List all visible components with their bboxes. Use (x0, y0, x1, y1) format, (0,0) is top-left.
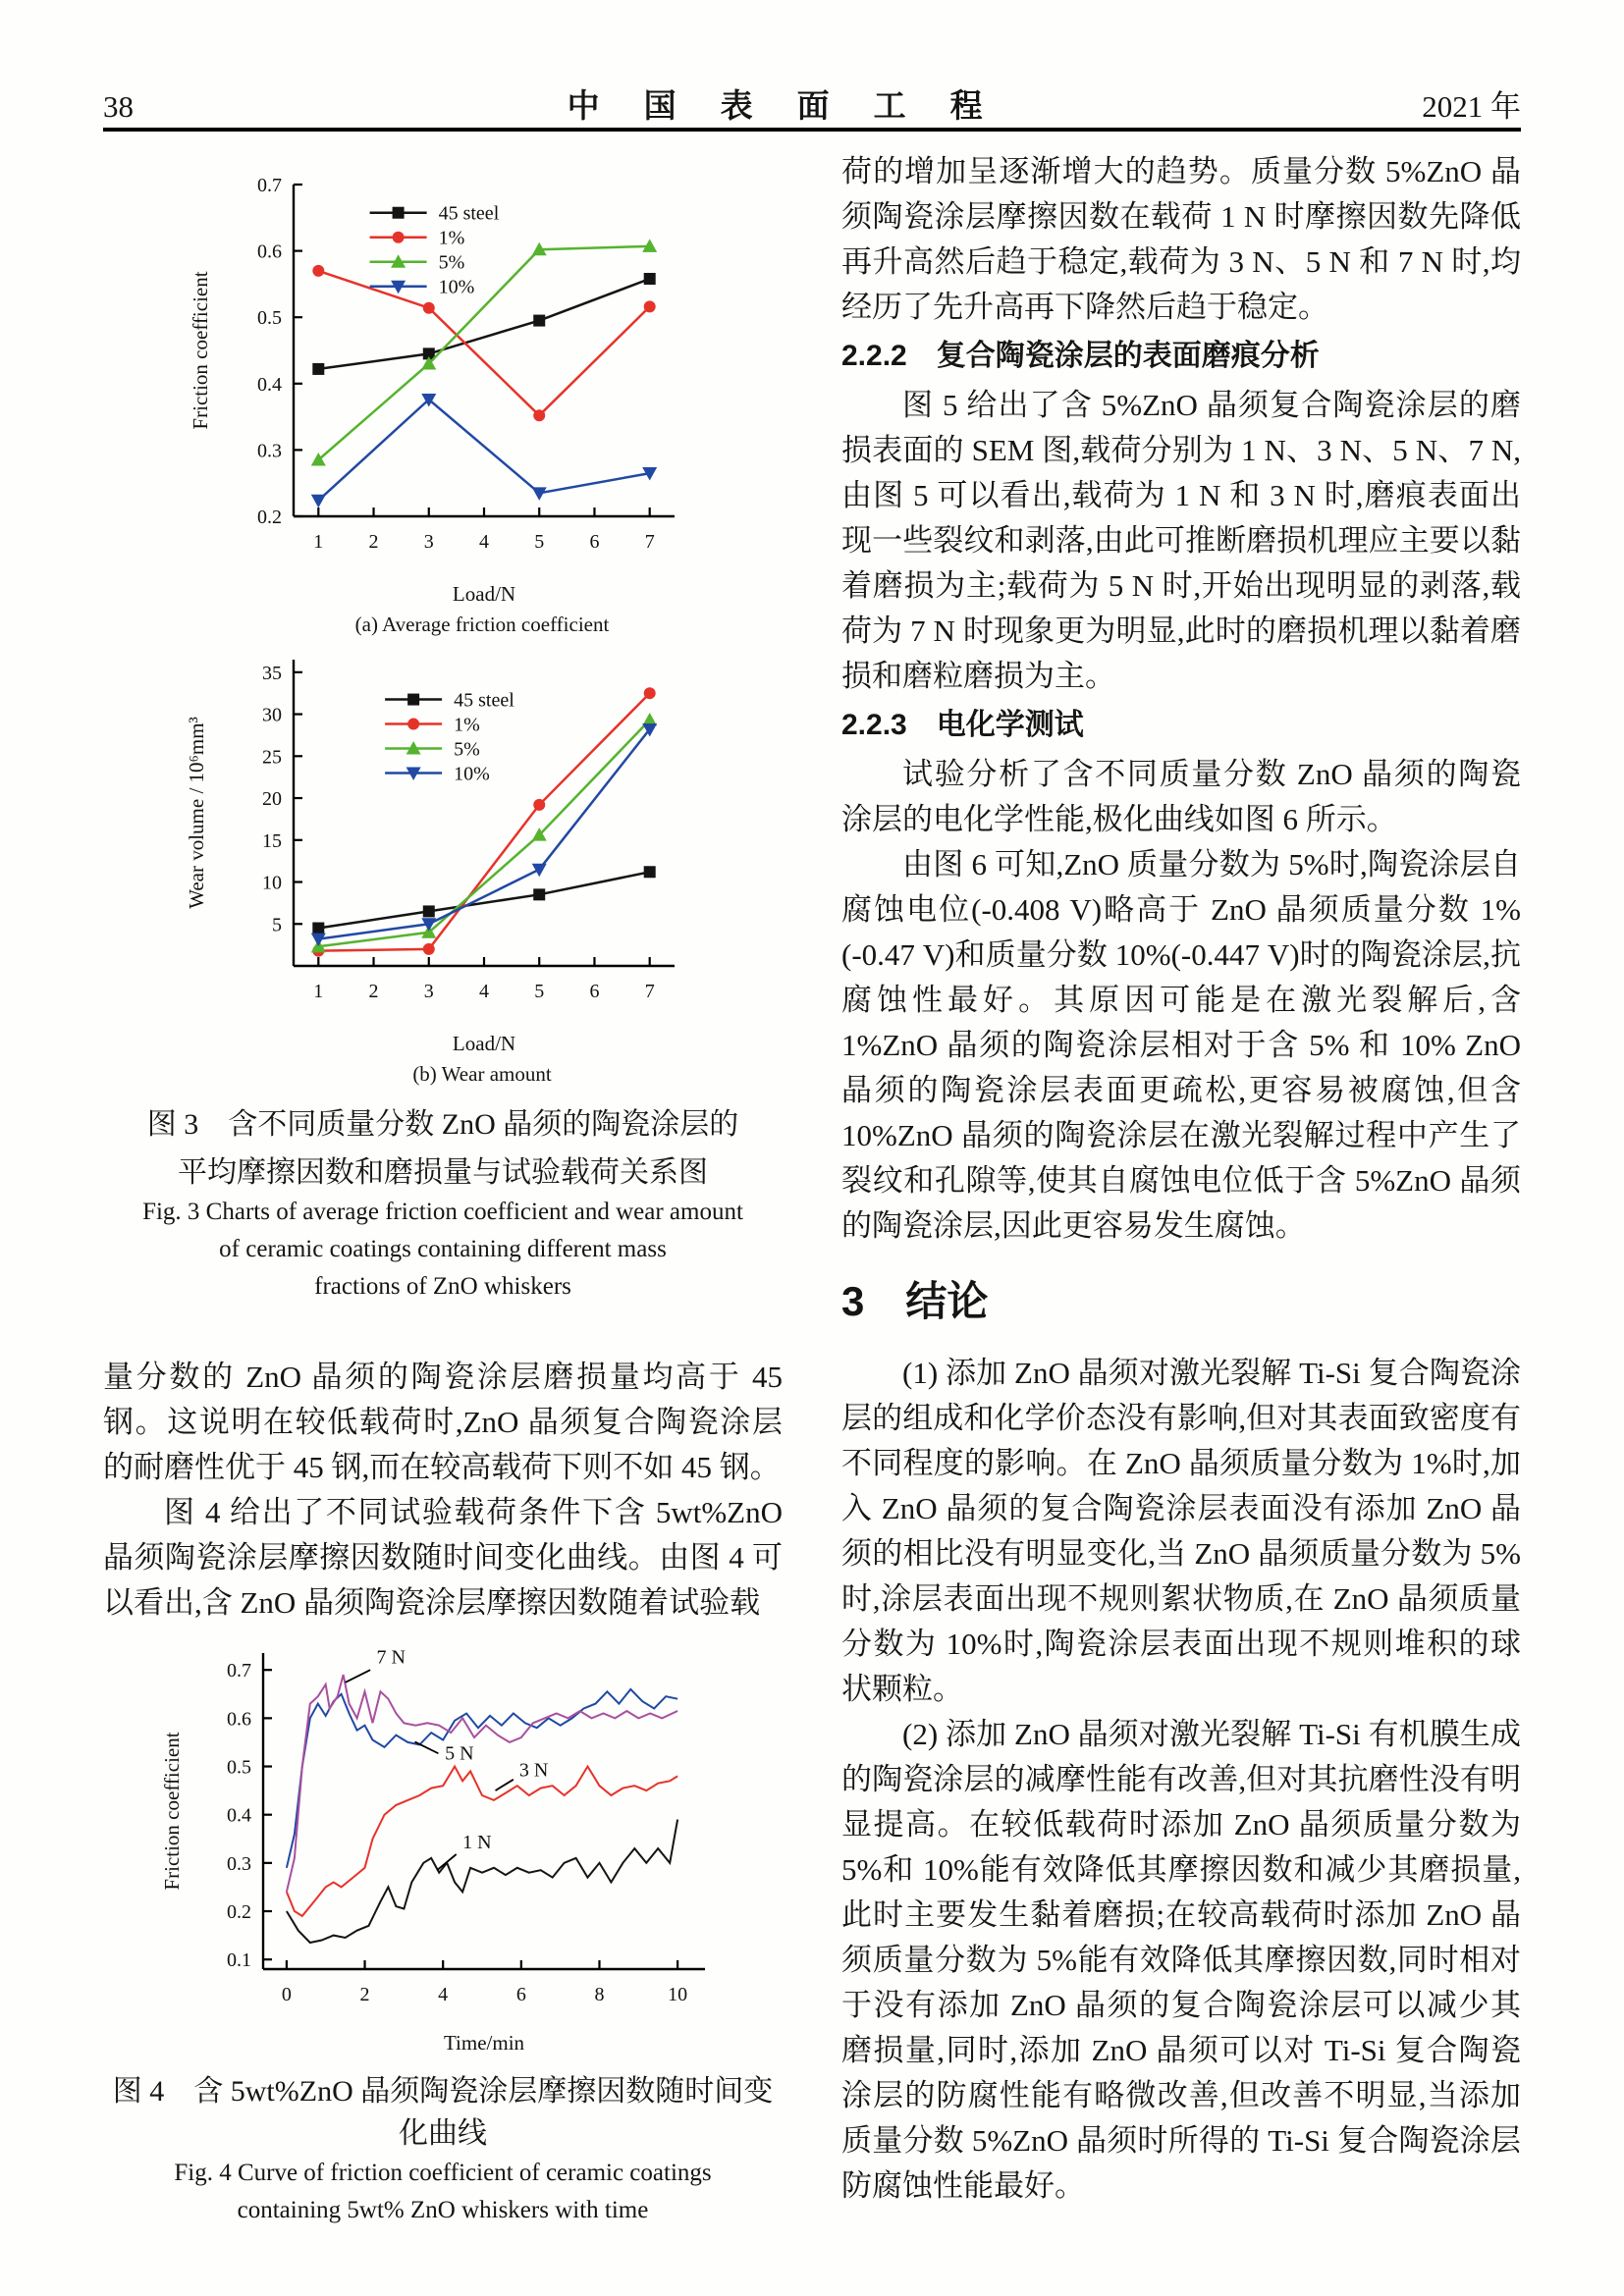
svg-text:2: 2 (368, 981, 379, 1002)
svg-text:0.6: 0.6 (227, 1708, 251, 1731)
left-paragraph-2: 图 4 给出了不同试验载荷条件下含 5wt%ZnO 晶须陶瓷涂层摩擦因数随时间变化曲线。由图 4 可以看出,含 ZnO 晶须陶瓷涂层摩擦因数随着试验载 (103, 1495, 783, 1620)
svg-text:0.2: 0.2 (227, 1901, 251, 1924)
svg-text:10: 10 (668, 1984, 688, 2005)
svg-text:20: 20 (262, 788, 282, 811)
journal-title: 中 国 表 面 工 程 (567, 89, 989, 125)
figure3-caption-zh-line1: 图 3 含不同质量分数 ZnO 晶须的陶瓷涂层的 (146, 1108, 739, 1141)
right-paragraph-2: 图 5 给出了含 5%ZnO 晶须复合陶瓷涂层的磨损表面的 SEM 图,载荷分别为 1 N、3 N、5 N、7 N,由图 5 可以看出,载荷为 1 N 和 3 N 时,磨痕表面出现一些裂纹和剥落,由此可推断磨损机理应主要以黏着磨损为主;载荷为 5 N 时,开始出现明显的剥落,载荷为 7 N 时现象更为明显,此时的磨损机理以黏着磨损和磨粒磨损为主。 (841, 388, 1521, 693)
svg-text:5%: 5% (454, 738, 480, 761)
figure4-caption-en-line2: containing 5wt% ZnO whiskers with time (237, 2197, 649, 2223)
year-label: 2021 年 (1422, 89, 1521, 124)
figure3 (103, 149, 783, 1306)
fig3a-subcaption: (a) Average friction coefficient (354, 613, 610, 636)
figure3-caption-en-line2: of ceramic coatings containing different mass (219, 1236, 667, 1262)
right-paragraph-5: (1) 添加 ZnO 晶须对激光裂解 Ti-Si 复合陶瓷涂层的组成和化学价态没有影响,但对其表面致密度有不同程度的影响。在 ZnO 晶须质量分数为 1%时,加入 ZnO 晶须的复合陶瓷涂层表面没有添加 ZnO 晶须的相比没有明显变化,当 ZnO 晶须质量分数为 5%时,涂层表面出现不规则絮状物质,在 ZnO 晶须质量分数为 10%时,陶瓷涂层表面出现不规则堆积的球状颗粒。 (841, 1356, 1521, 1706)
svg-text:35: 35 (262, 662, 282, 684)
svg-text:8: 8 (594, 1984, 605, 2005)
svg-text:0.4: 0.4 (257, 373, 282, 396)
page-number: 38 (103, 89, 134, 124)
svg-text:Time/min: Time/min (443, 2031, 525, 2055)
svg-text:0.1: 0.1 (227, 1949, 251, 1972)
svg-text:30: 30 (262, 704, 282, 726)
svg-text:3: 3 (423, 531, 434, 553)
svg-text:0.3: 0.3 (257, 440, 282, 462)
svg-text:0.7: 0.7 (257, 175, 282, 196)
svg-text:10%: 10% (438, 276, 475, 298)
content-columns (103, 149, 1521, 2229)
svg-text:1%: 1% (454, 714, 480, 736)
svg-text:0.6: 0.6 (257, 240, 282, 263)
svg-text:5: 5 (534, 531, 545, 553)
conclusion-heading: 3 结论 (841, 1278, 989, 1324)
figure4-caption-en-line1: Fig. 4 Curve of friction coefficient of ceramic coatings (174, 2160, 712, 2186)
svg-text:5: 5 (534, 981, 545, 1002)
svg-text:0: 0 (281, 1984, 292, 2005)
svg-text:4: 4 (438, 1984, 449, 2005)
svg-text:7 N: 7 N (376, 1646, 406, 1669)
svg-text:0.2: 0.2 (257, 507, 282, 528)
svg-text:25: 25 (262, 746, 282, 769)
section-heading-2-2-2: 2.2.2 复合陶瓷涂层的表面磨痕分析 (841, 340, 1320, 372)
svg-text:10%: 10% (454, 763, 490, 785)
right-column (841, 149, 1521, 2229)
svg-text:6: 6 (589, 981, 600, 1002)
svg-text:0.5: 0.5 (227, 1756, 251, 1779)
left-column (103, 149, 783, 2229)
svg-text:0.4: 0.4 (227, 1804, 251, 1827)
svg-text:6: 6 (589, 531, 600, 553)
figure3-caption-zh-line2: 平均摩擦因数和磨损量与试验载荷关系图 (178, 1156, 708, 1189)
fig3a-friction-chart (178, 149, 708, 611)
section-heading-2-2-3: 2.2.3 电化学测试 (841, 709, 1084, 741)
svg-text:5: 5 (272, 914, 282, 936)
right-paragraph-3: 试验分析了含不同质量分数 ZnO 晶须的陶瓷涂层的电化学性能,极化曲线如图 6 所示。 (841, 757, 1521, 836)
figure3-caption-en-line3: fractions of ZnO whiskers (314, 1273, 571, 1300)
svg-text:Friction coefficient: Friction coefficient (160, 1732, 184, 1891)
fig3b-subcaption: (b) Wear amount (412, 1062, 552, 1086)
svg-text:7: 7 (644, 981, 655, 1002)
svg-text:6: 6 (515, 1984, 526, 2005)
svg-text:0.7: 0.7 (227, 1660, 251, 1682)
figure4-caption-zh: 图 4 含 5wt%ZnO 晶须陶瓷涂层摩擦因数随时间变化曲线 (112, 2075, 774, 2150)
svg-text:1%: 1% (438, 227, 465, 249)
svg-text:10: 10 (262, 872, 282, 894)
svg-text:1: 1 (313, 981, 324, 1002)
left-paragraph-1: 量分数的 ZnO 晶须的陶瓷涂层磨损量均高于 45 钢。这说明在较低载荷时,ZnO 晶须复合陶瓷涂层的耐磨性优于 45 钢,而在较高载荷下则不如 45 钢。 (103, 1360, 783, 1484)
svg-text:Load/N: Load/N (452, 582, 516, 606)
svg-text:5 N: 5 N (445, 1742, 474, 1765)
svg-text:3: 3 (423, 981, 434, 1002)
fig3b-wear-chart (178, 648, 708, 1060)
svg-text:7: 7 (644, 531, 655, 553)
svg-text:1 N: 1 N (462, 1832, 492, 1854)
svg-text:Friction coefficient: Friction coefficient (189, 271, 212, 430)
page-header (103, 80, 1521, 127)
figure4 (103, 1639, 783, 2229)
svg-text:1: 1 (313, 531, 324, 553)
svg-text:Wear volume / 10⁶mm³: Wear volume / 10⁶mm³ (185, 717, 208, 909)
fig4-friction-time-chart (153, 1639, 732, 2059)
svg-text:Load/N: Load/N (452, 1032, 516, 1055)
right-paragraph-1: 荷的增加呈逐渐增大的趋势。质量分数 5%ZnO 晶须陶瓷涂层摩擦因数在载荷 1 N 时摩擦因数先降低再升高然后趋于稳定,载荷为 3 N、5 N 和 7 N 时,均经历了先升高再下降然后趋于稳定。 (841, 154, 1521, 324)
svg-text:15: 15 (262, 829, 282, 852)
figure3-caption-en-line1: Fig. 3 Charts of average friction coefficient and wear amount (142, 1199, 743, 1225)
svg-text:5%: 5% (438, 251, 465, 274)
svg-text:3 N: 3 N (518, 1759, 549, 1782)
right-paragraph-6: (2) 添加 ZnO 晶须对激光裂解 Ti-Si 有机膜生成的陶瓷涂层的减摩性能有改善,但对其抗磨性没有明显提高。在较低载荷时添加 ZnO 晶须质量分数为 5%和 10%能有效降低其摩擦因数和减少其磨损量,此时主要发生黏着磨损;在较高载荷时添加 ZnO 晶须质量分数为 5%能有效降低其摩擦因数,同时相对于没有添加 ZnO 晶须的复合陶瓷涂层可以减少其磨损量,同时,添加 ZnO 晶须可以对 Ti-Si 复合陶瓷涂层的防腐性能有略微改善,但改善不明显,当添加质量分数 5%ZnO 晶须时所得的 Ti-Si 复合陶瓷涂层防腐蚀性能最好。 (841, 1717, 1521, 2203)
svg-text:2: 2 (359, 1984, 370, 2005)
header-rule (103, 128, 1521, 132)
svg-text:4: 4 (479, 981, 489, 1002)
svg-text:0.3: 0.3 (227, 1852, 251, 1875)
right-paragraph-4: 由图 6 可知,ZnO 质量分数为 5%时,陶瓷涂层自腐蚀电位(-0.408 V)略高于 ZnO 晶须质量分数 1%(-0.47 V)和质量分数 10%(-0.447 V)时的陶瓷涂层,抗腐蚀性最好。其原因可能是在激光裂解后,含 1%ZnO 晶须的陶瓷涂层相对于含 5% 和 10% ZnO 晶须的陶瓷涂层表面更疏松,更容易被腐蚀,但含 10%ZnO 晶须的陶瓷涂层在激光裂解过程中产生了裂纹和孔隙等,使其自腐蚀电位低于含 5%ZnO 晶须的陶瓷涂层,因此更容易发生腐蚀。 (841, 847, 1521, 1243)
svg-text:45 steel: 45 steel (438, 202, 500, 225)
svg-text:45 steel: 45 steel (454, 689, 514, 712)
svg-text:0.5: 0.5 (257, 307, 282, 330)
svg-text:2: 2 (368, 531, 379, 553)
svg-text:4: 4 (479, 531, 489, 553)
